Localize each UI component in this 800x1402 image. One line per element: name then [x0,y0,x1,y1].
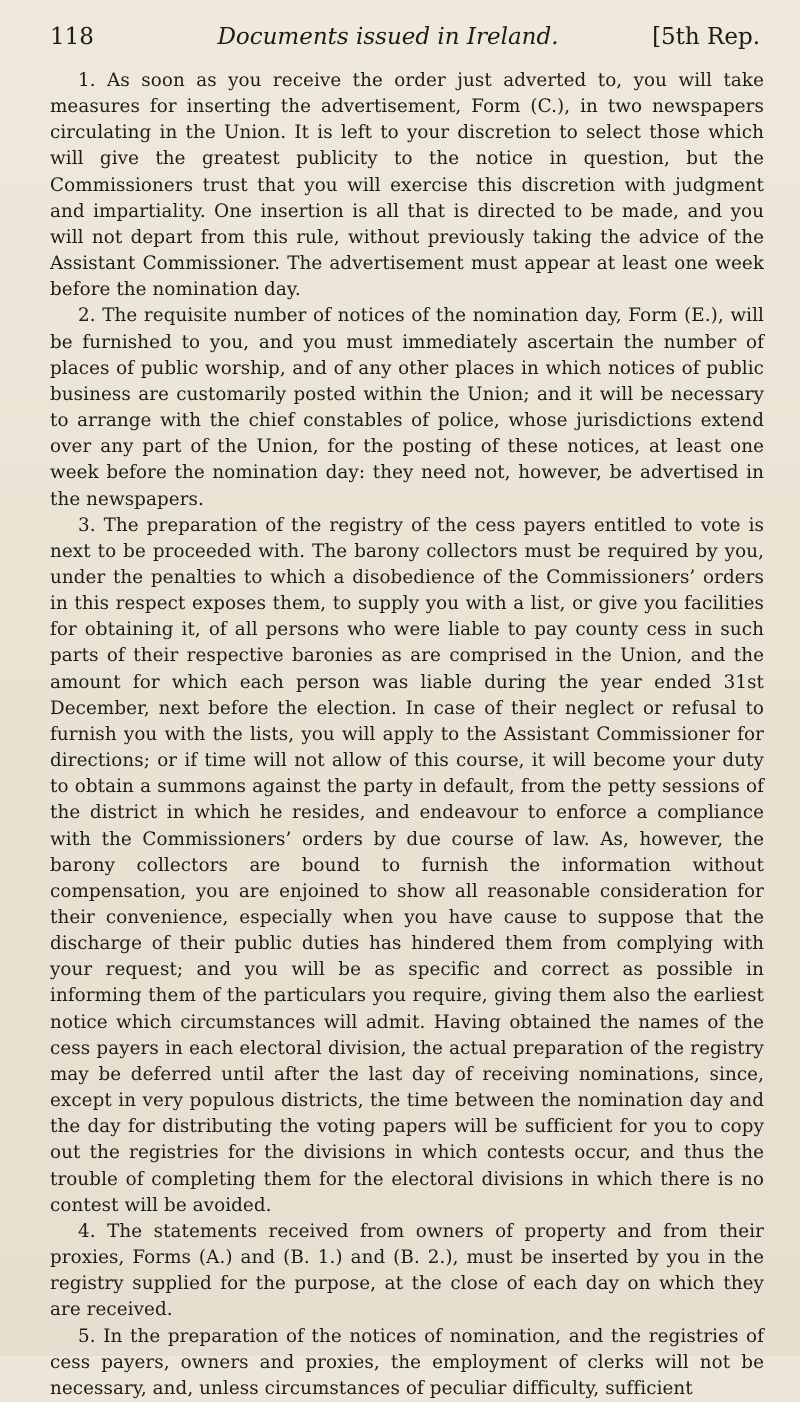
paragraph-5: 5. In the preparation of the notices of nomination, and the registries of cess payers, owners and proxies, the employment of clerks will not be necessary, and, unless circumstances of peculiar difficulty, sufficient [50,1325,764,1399]
body-text [50,68,764,1402]
running-head [50,22,764,52]
page-number: 118 [50,24,94,50]
paragraph-3: 3. The preparation of the registry of the cess payers entitled to vote is next to be proceeded with. The barony collectors must be required by you, under the penalties to which a disobedience of the Commissioners’ orders in this respect exposes them, to supply you with a list, or give you facilities for obtaining it, of all persons who were liable to pay county cess in such parts of their respective baronies as are comprised in the Union, and the amount for which each person was liable during the year ended 31st December, next before the election. In case of their neglect or refusal to furnish you with the lists, you will apply to the Assistant Commissioner for directions; or if time will not allow of this course, it will become your duty to obtain a summons against the party in default, from the petty sessions of the district in which he resides, and endeavour to enforce a compliance with the Commissioners’ orders by due course of law. As, however, the barony collectors are bound to furnish the information without compensation, you are enjoined to show all reasonable consideration for their convenience, especially when you have cause to suppose that the discharge of their public duties has hindered them from complying with your request; and you will be as specific and correct as possible in informing them of the particulars you require, giving them also the earliest notice which circumstances will admit. Having obtained the names of the cess payers in each electoral division, the actual preparation of the registry may be deferred until after the last day of receiving nominations, since, except in very populous districts, the time between the nomination day and the day for distributing the voting papers will be sufficient for you to copy out the registries for the divisions in which contests occur, and thus the trouble of completing them for the electoral divisions in which there is no contest will be avoided. [50,514,764,1216]
running-title: Documents issued in Ireland. [217,24,559,50]
paragraph-2: 2. The requisite number of notices of the nomination day, Form (E.), will be furnished to you, and you must immediately ascertain the number of places of public worship, and of any other places in which notices of public business are customarily posted within the Union; and it will be necessary to arrange with the chief constables of police, whose jurisdictions extend over any part of the Union, for the posting of these notices, at least one week before the nomination day: they need not, however, be advertised in the newspapers. [50,305,764,510]
paragraph-4: 4. The statements received from owners of property and from their proxies, Forms (A.) and (B. 1.) and (B. 2.), must be inserted by you in the registry supplied for the purpose, at the close of each day on which they are received. [50,1220,764,1321]
report-marker: [5th Rep. [652,24,760,50]
paragraph-1: 1. As soon as you receive the order just adverted to, you will take measures for inserting the advertisement, Form (C.), in two newspapers circulating in the Union. It is left to your discretion to select those which will give the greatest publicity to the notice in question, but the Commissioners trust that you will exercise this discretion with judgment and impartiality. One insertion is all that is directed to be made, and you will not depart from this rule, without previously taking the advice of the Assistant Commissioner. The advertisement must appear at least one week before the nomination day. [50,70,764,301]
